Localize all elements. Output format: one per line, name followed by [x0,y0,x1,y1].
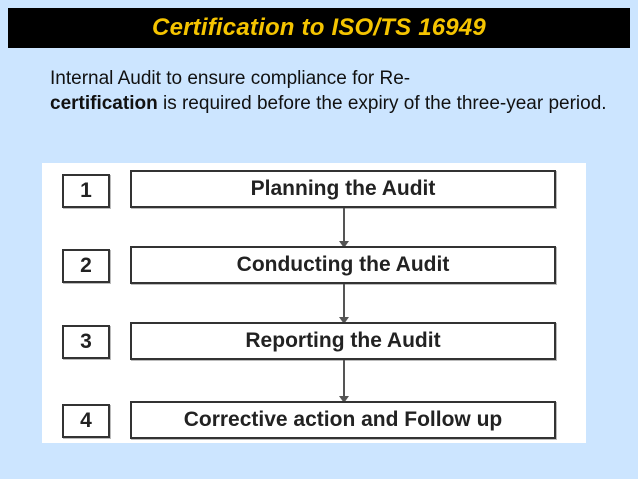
step-4-box: Corrective action and Follow up [130,401,556,439]
step-1-number: 1 [62,174,110,208]
step-3-number: 3 [62,325,110,359]
intro-text [50,66,610,116]
slide-title: Certification to ISO/TS 16949 [152,14,486,41]
step-1-box: Planning the Audit [130,170,556,208]
audit-process-diagram [42,163,586,443]
step-2-number: 2 [62,249,110,283]
arrow-3-to-4 [343,360,345,401]
title-bar [8,8,630,48]
step-3-box: Reporting the Audit [130,322,556,360]
arrow-1-to-2 [343,208,345,246]
arrow-2-to-3 [343,284,345,322]
intro-bold-term: certification [50,93,158,114]
step-2-box: Conducting the Audit [130,246,556,284]
intro-part-1: Internal Audit to ensure compliance for Re- [50,68,411,89]
intro-part-2: is required before the expiry of the three-year period. [157,93,607,114]
step-4-number: 4 [62,404,110,438]
